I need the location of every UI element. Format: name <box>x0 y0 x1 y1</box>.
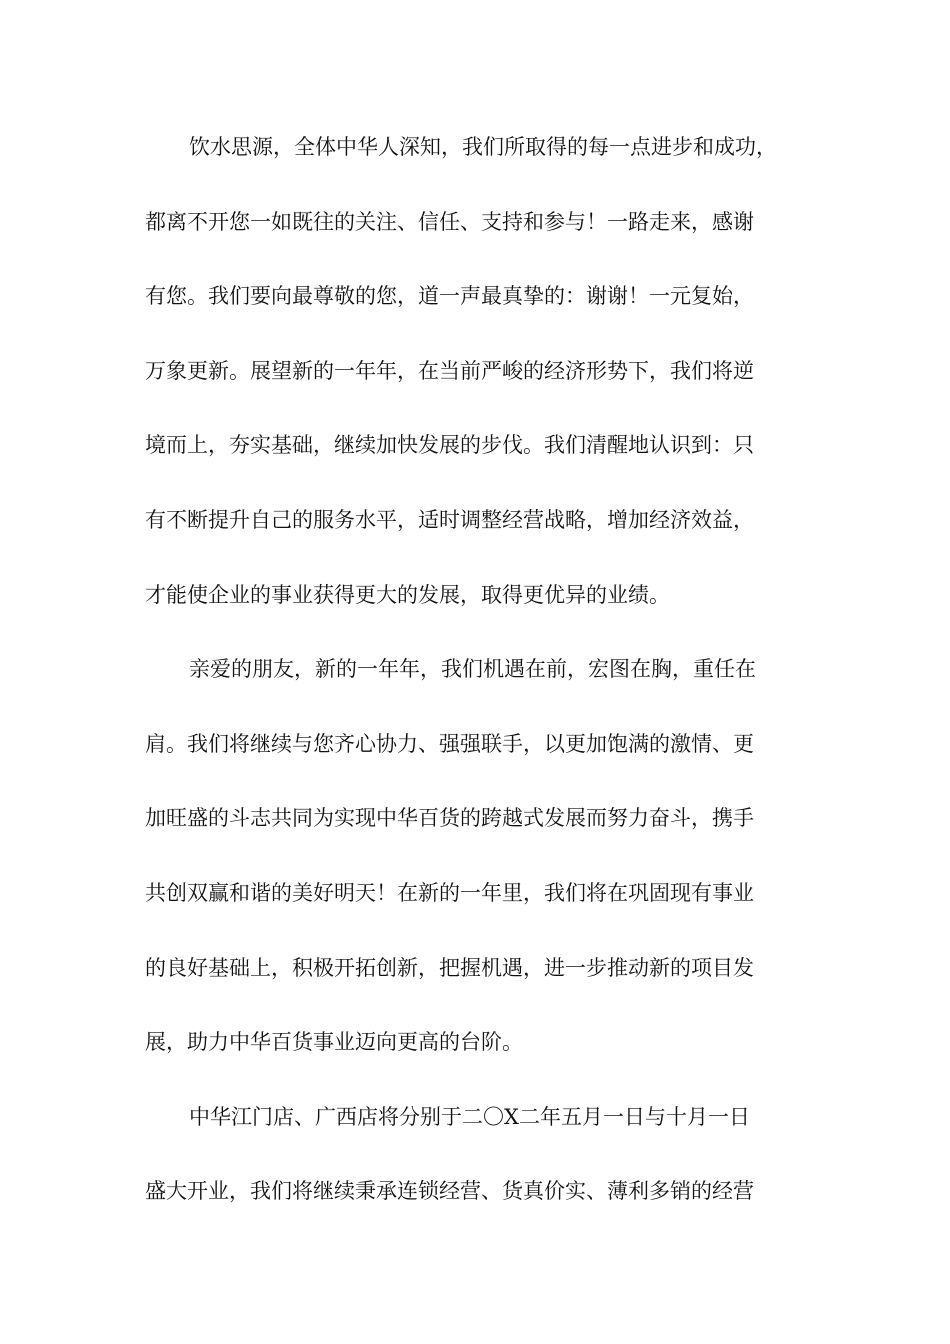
text-line: 万象更新。展望新的一年年，在当前严峻的经济形势下，我们将逆 <box>145 358 754 383</box>
text-line: 境而上，夯实基础，继续加快发展的步伐。我们清醒地认识到：只 <box>145 433 754 458</box>
text-line: 饮水思源，全体中华人深知，我们所取得的每一点进步和成功， <box>189 135 777 159</box>
text-line: 都离不开您一如既往的关注、信任、支持和参与！一路走来，感谢 <box>145 209 754 234</box>
body-text <box>145 110 810 1229</box>
text-line: 中华江门店、广西店将分别于二〇X二年五月一日与十月一日 <box>189 1104 750 1129</box>
text-line: 加旺盛的斗志共同为实现中华百货的跨越式发展而努力奋斗，携手 <box>145 806 754 831</box>
text-line: 有不断提升自己的服务水平，适时调整经营战略，增加经济效益， <box>145 507 754 532</box>
text-line: 共创双赢和谐的美好明天！在新的一年里，我们将在巩固现有事业 <box>145 880 754 905</box>
text-line: 亲爱的朋友，新的一年年，我们机遇在前，宏图在胸，重任在 <box>189 657 756 682</box>
paragraph-1 <box>145 110 810 632</box>
text-line: 的良好基础上，积极开拓创新，把握机遇，进一步推动新的项目发 <box>145 955 754 980</box>
text-line: 展，助力中华百货事业迈向更高的台阶。 <box>145 1030 523 1055</box>
paragraph-3 <box>145 1080 810 1229</box>
paragraph-2 <box>145 632 810 1080</box>
text-line: 才能使企业的事业获得更大的发展，取得更优异的业绩。 <box>145 582 670 607</box>
text-line: 肩。我们将继续与您齐心协力、强强联手，以更加饱满的激情、更 <box>145 731 754 756</box>
text-line: 盛大开业，我们将继续秉承连锁经营、货真价实、薄利多销的经营 <box>145 1179 754 1204</box>
text-line: 有您。我们要向最尊敬的您，道一声最真挚的：谢谢！一元复始， <box>145 284 754 309</box>
